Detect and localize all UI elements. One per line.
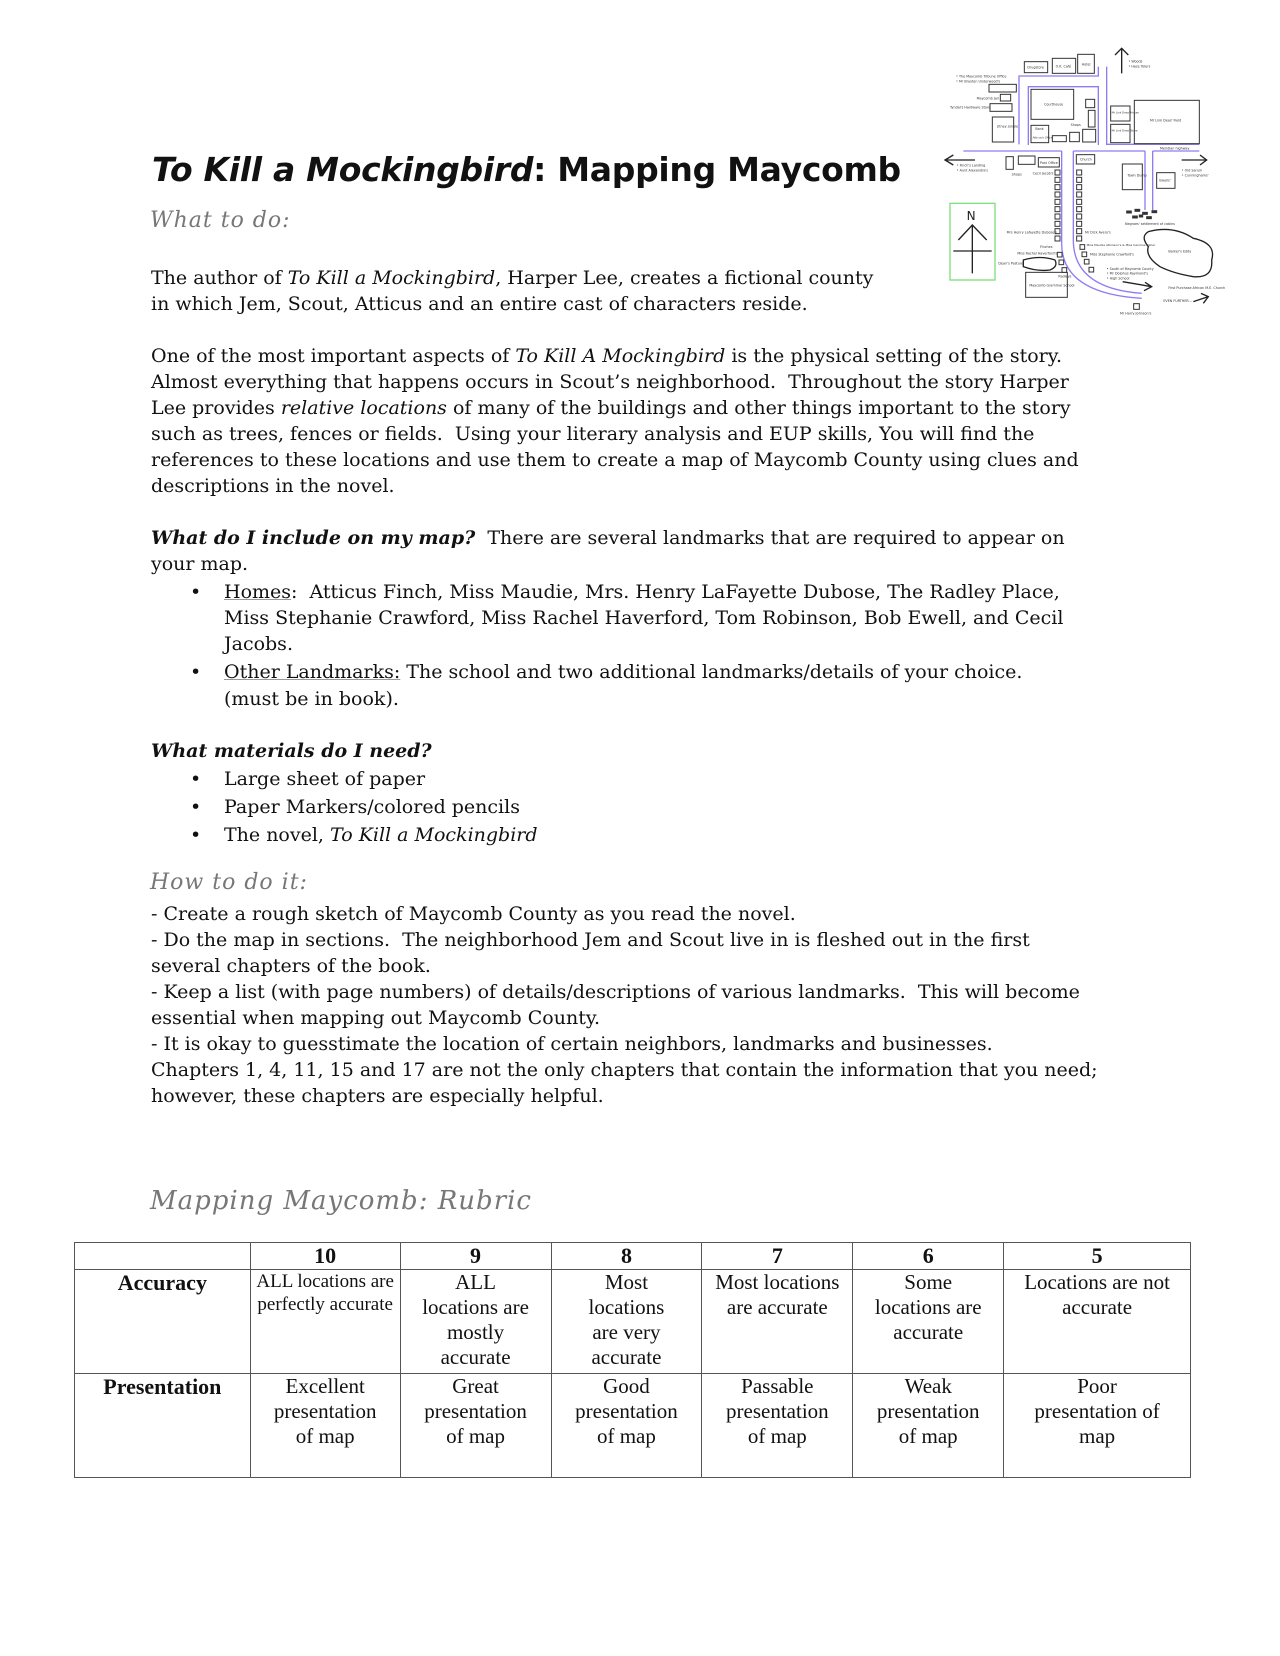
how-line: - Do the map in sections. The neighborhood Jem and Scout live in is fleshed out in the first bbox=[151, 929, 1030, 951]
rubric-cell: ALL locations are mostly accurate bbox=[400, 1270, 551, 1374]
how-line: - Keep a list (with page numbers) of details/descriptions of various landmarks. This will become bbox=[151, 981, 1080, 1003]
svg-text:Radleys: Radleys bbox=[1058, 274, 1072, 279]
svg-text:• The Maycomb Tribune Office: • The Maycomb Tribune Office bbox=[956, 74, 1007, 79]
score-header: 10 bbox=[250, 1243, 400, 1270]
how-line: several chapters of the book. bbox=[151, 955, 431, 977]
svg-text:O.K. Café: O.K. Café bbox=[1055, 64, 1072, 69]
title-rest: : Mapping Maycomb bbox=[533, 150, 901, 189]
p1-line: in which Jem, Scout, Atticus and an entire cast of characters reside. bbox=[151, 293, 808, 315]
how-line: however, these chapters are especially helpful. bbox=[151, 1085, 604, 1107]
rubric-cell: Excellent presentation of map bbox=[250, 1374, 400, 1478]
rubric-cell: Most locations are accurate bbox=[702, 1270, 853, 1374]
svg-text:Maycomb Jail: Maycomb Jail bbox=[976, 96, 999, 101]
materials-heading: What materials do I need? bbox=[151, 740, 432, 762]
svg-text:Post Office: Post Office bbox=[1040, 161, 1058, 165]
bullet: • bbox=[190, 661, 202, 683]
document-title bbox=[152, 150, 901, 189]
row-label: Accuracy bbox=[75, 1270, 251, 1374]
house-marker bbox=[1055, 170, 1060, 175]
p2-line: references to these locations and use them to create a map of Maycomb County using clues and bbox=[151, 449, 1079, 471]
house-marker bbox=[1055, 199, 1060, 204]
svg-text:Mr Link Deas' Field: Mr Link Deas' Field bbox=[1150, 118, 1182, 123]
svg-text:• Mr Dolphus Raymond's: • Mr Dolphus Raymond's bbox=[1106, 271, 1149, 276]
svg-text:Drugstore: Drugstore bbox=[1027, 65, 1044, 70]
svg-text:Miss Rachel Haverford's: Miss Rachel Haverford's bbox=[1017, 251, 1058, 256]
rubric-row-presentation bbox=[75, 1374, 1191, 1478]
svg-text:Mr Link Deas' Store: Mr Link Deas' Store bbox=[1111, 129, 1138, 133]
rubric-cell: Weak presentation of map bbox=[853, 1374, 1004, 1478]
svg-text:Cecil Jacob's: Cecil Jacob's bbox=[1032, 171, 1054, 176]
svg-text:• South of Maycomb County: • South of Maycomb County bbox=[1106, 267, 1154, 271]
house-marker bbox=[1077, 170, 1082, 175]
bullet: • bbox=[190, 581, 202, 603]
svg-text:Dean's Pasture: Dean's Pasture bbox=[998, 261, 1024, 266]
include-heading: What do I include on my map? bbox=[151, 527, 476, 549]
north-label: N bbox=[966, 209, 976, 223]
section-heading-what-to-do: What to do: bbox=[150, 208, 291, 233]
svg-text:Bank: Bank bbox=[1035, 127, 1044, 131]
rubric-header-row bbox=[75, 1243, 1191, 1270]
svg-text:Meridian highway: Meridian highway bbox=[1160, 146, 1190, 151]
section-heading-how: How to do it: bbox=[150, 870, 308, 895]
bullet-landmarks-line: (must be in book). bbox=[224, 688, 399, 710]
house-marker bbox=[1077, 207, 1082, 212]
house-marker bbox=[1077, 185, 1082, 190]
row-label: Presentation bbox=[75, 1374, 251, 1478]
svg-text:First Purchase African M.E. Ch: First Purchase African M.E. Church bbox=[1168, 286, 1226, 290]
rubric-cell: ALL locations are perfectly accurate bbox=[250, 1270, 400, 1374]
empty-cell bbox=[75, 1243, 251, 1270]
rubric-cell: Passable presentation of map bbox=[702, 1374, 853, 1478]
svg-text:Mr Harry Johnson's: Mr Harry Johnson's bbox=[1120, 311, 1152, 316]
rubric-heading: Mapping Maycomb: Rubric bbox=[150, 1186, 532, 1216]
house-marker bbox=[1055, 185, 1060, 190]
svg-text:Mrs Henry Lafayette Dubose's: Mrs Henry Lafayette Dubose's bbox=[1006, 230, 1057, 235]
rubric-table bbox=[74, 1242, 1191, 1478]
score-header: 8 bbox=[551, 1243, 702, 1270]
svg-text:• Haze Tolers: • Haze Tolers bbox=[1128, 64, 1151, 69]
score-header: 6 bbox=[853, 1243, 1004, 1270]
bullet-homes: Homes: Atticus Finch, Miss Maudie, Mrs. Henry LaFayette Dubose, The Radley Place, bbox=[224, 581, 1060, 603]
svg-text:Courthouse: Courthouse bbox=[1044, 102, 1064, 107]
svg-text:EVEN FURTHER...: EVEN FURTHER... bbox=[1163, 299, 1192, 303]
maycomb-map bbox=[940, 40, 1280, 320]
houses bbox=[1055, 170, 1082, 241]
svg-text:• Cunninghams': • Cunninghams' bbox=[1181, 173, 1209, 178]
svg-text:Hotel: Hotel bbox=[1081, 62, 1091, 67]
p1-line: The author of To Kill a Mockingbird, Harper Lee, creates a fictional county bbox=[151, 267, 874, 289]
compass-icon bbox=[953, 225, 991, 273]
svg-text:• Aunt Alexandra's: • Aunt Alexandra's bbox=[956, 168, 989, 173]
p2-line: descriptions in the novel. bbox=[151, 475, 395, 497]
house-marker bbox=[1055, 177, 1060, 182]
bullet-homes-line: Jacobs. bbox=[224, 633, 293, 655]
svg-text:• Finch's Landing: • Finch's Landing bbox=[956, 163, 986, 168]
p2-line: Almost everything that happens occurs in Scout’s neighborhood. Throughout the story Harper bbox=[151, 371, 1069, 393]
house-marker bbox=[1055, 207, 1060, 212]
svg-text:Miss Stephanie Crawford's: Miss Stephanie Crawford's bbox=[1090, 252, 1134, 257]
house-marker bbox=[1077, 229, 1082, 234]
house-marker bbox=[1055, 214, 1060, 219]
svg-text:Barker's Eddy: Barker's Eddy bbox=[1168, 249, 1192, 254]
rubric-cell: Locations are not accurate bbox=[1004, 1270, 1191, 1374]
svg-text:Tyndal's Hardware Store: Tyndal's Hardware Store bbox=[950, 105, 991, 110]
house-marker bbox=[1077, 199, 1082, 204]
score-header: 7 bbox=[702, 1243, 853, 1270]
svg-text:Shops: Shops bbox=[1070, 123, 1081, 127]
house-marker bbox=[1077, 221, 1082, 226]
rubric-cell: Most locations are very accurate bbox=[551, 1270, 702, 1374]
svg-text:• High School: • High School bbox=[1106, 276, 1130, 281]
bullet-landmarks: Other Landmarks: The school and two additional landmarks/details of your choice. bbox=[224, 661, 1023, 683]
house-marker bbox=[1077, 214, 1082, 219]
svg-text:Mr Dick Avery's: Mr Dick Avery's bbox=[1085, 230, 1111, 235]
rubric-cell: Great presentation of map bbox=[400, 1374, 551, 1478]
p2-line: One of the most important aspects of To Kill A Mockingbird is the physical setting of the story. bbox=[151, 345, 1062, 367]
house-marker bbox=[1077, 192, 1082, 197]
rubric-cell: Some locations are accurate bbox=[853, 1270, 1004, 1374]
map-labels bbox=[949, 60, 1225, 316]
bullet: • bbox=[190, 796, 202, 818]
house-marker bbox=[1077, 177, 1082, 182]
svg-text:Town Dump: Town Dump bbox=[1127, 173, 1147, 178]
p2-line: such as trees, fences or fields. Using your literary analysis and EUP skills, You will find the bbox=[151, 423, 1035, 445]
include-line: your map. bbox=[151, 553, 249, 575]
include-line: What do I include on my map? There are several landmarks that are required to appear on bbox=[151, 527, 1065, 549]
svg-text:Church: Church bbox=[1080, 157, 1092, 162]
house-marker bbox=[1077, 236, 1082, 241]
cabins bbox=[1127, 209, 1157, 218]
material-item: Paper Markers/colored pencils bbox=[224, 796, 520, 818]
svg-text:Mr Link Deas' House: Mr Link Deas' House bbox=[1111, 111, 1139, 115]
score-header: 5 bbox=[1004, 1243, 1191, 1270]
svg-text:Miss Maudie Atkinson's & Miss: Miss Maudie Atkinson's & Miss Caroline Fisher bbox=[1086, 243, 1156, 247]
svg-text:• Woods: • Woods bbox=[1128, 59, 1143, 64]
bullet-homes-line: Miss Stephanie Crawford, Miss Rachel Haverford, Tom Robinson, Bob Ewell, and Cecil bbox=[224, 607, 1064, 629]
bullet: • bbox=[190, 824, 202, 846]
how-line: essential when mapping out Maycomb County. bbox=[151, 1007, 601, 1029]
svg-text:• Old Sarum: • Old Sarum bbox=[1181, 168, 1203, 173]
rubric-cell: Good presentation of map bbox=[551, 1374, 702, 1478]
how-line: - Create a rough sketch of Maycomb County as you read the novel. bbox=[151, 903, 796, 925]
svg-text:Jitney Jungle: Jitney Jungle bbox=[997, 124, 1019, 129]
svg-text:Atticus's Office: Atticus's Office bbox=[1032, 136, 1053, 140]
svg-text:Shops: Shops bbox=[1011, 172, 1022, 177]
svg-text:Finches: Finches bbox=[1040, 245, 1053, 249]
house-marker bbox=[1055, 221, 1060, 226]
rubric-cell: Poor presentation of map bbox=[1004, 1374, 1191, 1478]
svg-text:Ewells': Ewells' bbox=[1159, 178, 1171, 183]
how-line: - It is okay to guesstimate the location of certain neighbors, landmarks and businesses. bbox=[151, 1033, 993, 1055]
house-marker bbox=[1055, 236, 1060, 241]
house-marker bbox=[1055, 192, 1060, 197]
how-line: Chapters 1, 4, 11, 15 and 17 are not the only chapters that contain the information that you need; bbox=[151, 1059, 1098, 1081]
title-italic: To Kill a Mockingbird bbox=[152, 150, 534, 189]
bullet: • bbox=[190, 768, 202, 790]
score-header: 9 bbox=[400, 1243, 551, 1270]
material-item: Large sheet of paper bbox=[224, 768, 426, 790]
svg-text:Maycomb Grammar School: Maycomb Grammar School bbox=[1029, 283, 1075, 288]
svg-text:• Mr Braxton Underwood's: • Mr Braxton Underwood's bbox=[956, 79, 1001, 84]
rubric-row-accuracy bbox=[75, 1270, 1191, 1374]
p2-line: Lee provides relative locations of many of the buildings and other things important to the story bbox=[151, 397, 1071, 419]
svg-text:Negroes' settlement of cabins: Negroes' settlement of cabins bbox=[1125, 222, 1175, 226]
material-item: The novel, To Kill a Mockingbird bbox=[224, 824, 538, 846]
